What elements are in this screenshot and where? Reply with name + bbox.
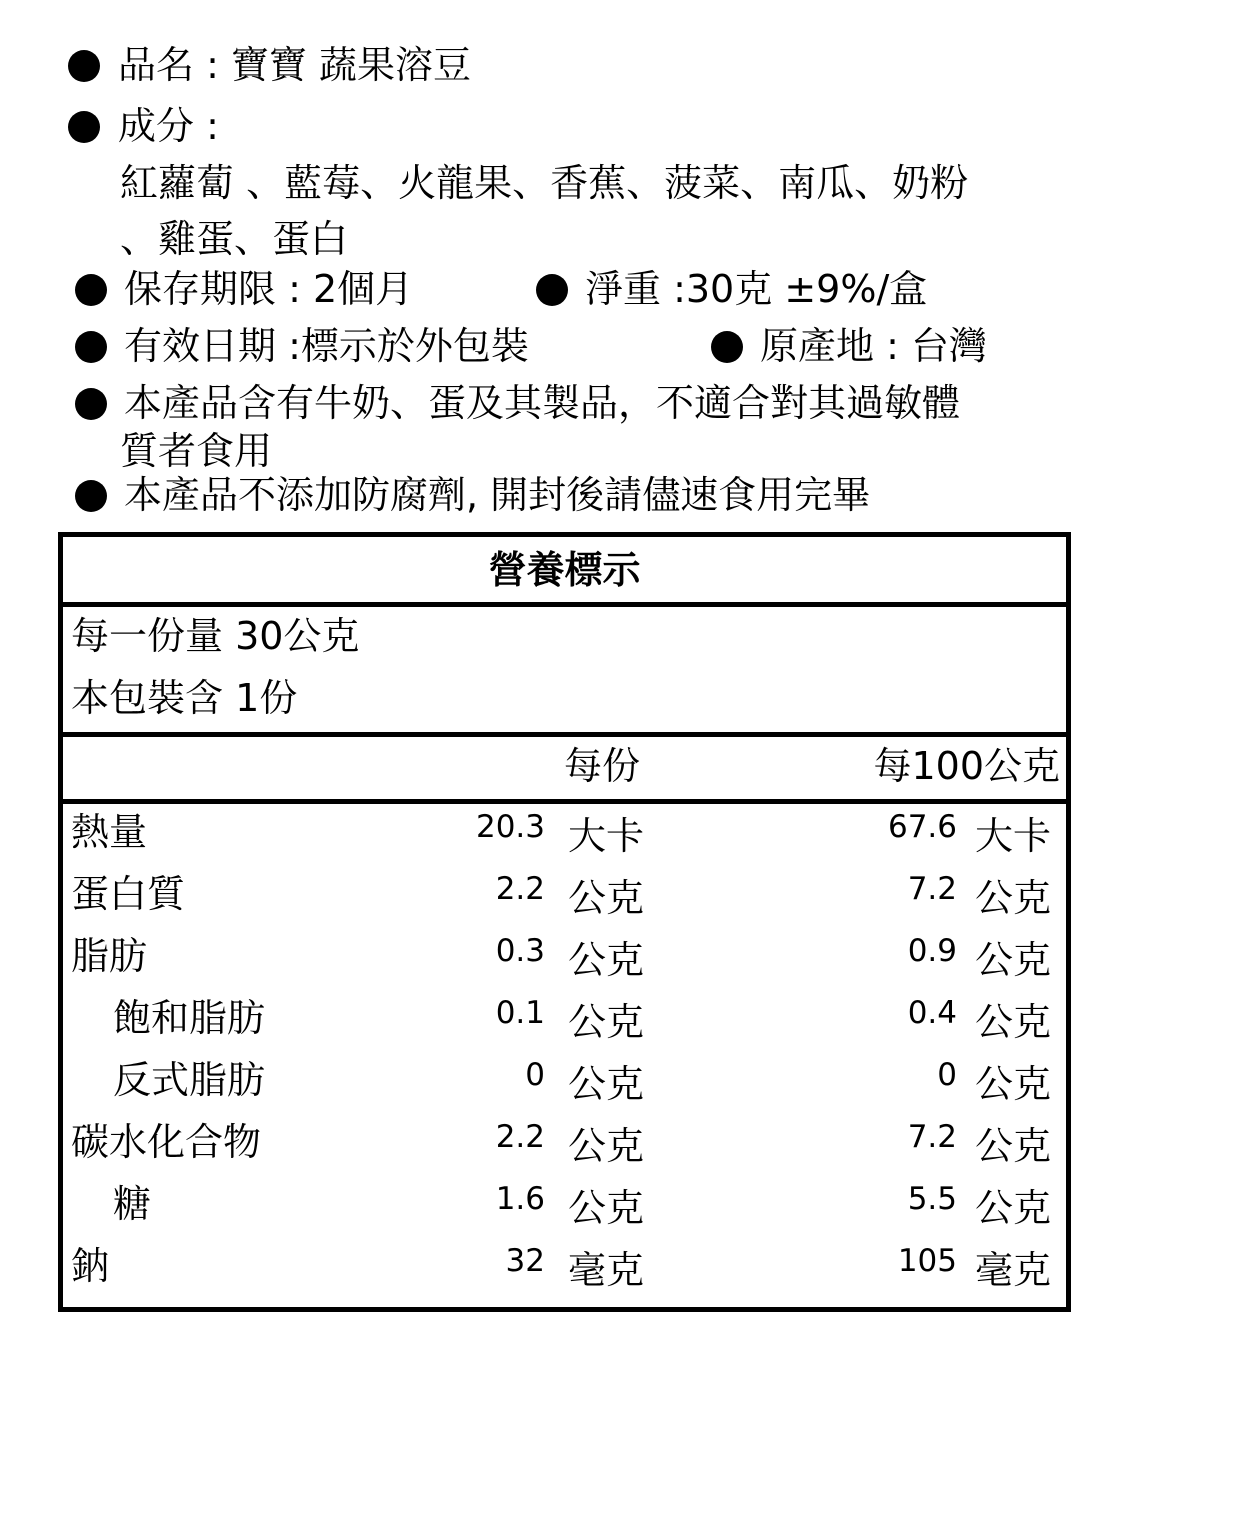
per-serving-value: 32 (505, 1243, 545, 1279)
nutrient-name: 反式脂肪 (113, 1058, 266, 1102)
bullet-icon (75, 480, 107, 512)
per-100g-unit: 大卡 (975, 814, 1052, 858)
divider (63, 799, 1066, 804)
per-100g-value: 67.6 (887, 809, 957, 845)
per-100g-unit: 毫克 (975, 1248, 1052, 1292)
per-serving-unit: 公克 (568, 938, 645, 982)
col-per-100g-header: 每100公克 (873, 744, 1060, 788)
net-weight: 淨重 :30克 ±9%/盒 (585, 267, 928, 311)
per-serving-value: 20.3 (475, 809, 545, 845)
expiry-date: 有效日期 :標示於外包裝 (124, 324, 529, 368)
table-row (63, 871, 1066, 931)
per-serving-value: 0.3 (495, 933, 545, 969)
nutrient-name: 鈉 (71, 1244, 110, 1288)
bullet-icon (75, 274, 107, 306)
ingredients-label: 成分 : (118, 104, 219, 148)
per-100g-unit: 公克 (975, 938, 1052, 982)
table-row (63, 995, 1066, 1055)
origin: 原產地 : 台灣 (760, 324, 987, 368)
per-serving-value: 0.1 (495, 995, 545, 1031)
nutrient-name: 碳水化合物 (71, 1120, 262, 1164)
nutrition-title: 營養標示 (488, 548, 641, 592)
per-serving-unit: 大卡 (568, 814, 645, 858)
table-row (63, 933, 1066, 993)
nutrient-name: 脂肪 (71, 934, 148, 978)
ingredients-line-2: 、雞蛋、蛋白 (120, 217, 349, 261)
table-row (63, 809, 1066, 869)
per-100g-unit: 公克 (975, 1062, 1052, 1106)
table-row (63, 1243, 1066, 1303)
divider (63, 732, 1066, 737)
per-100g-unit: 公克 (975, 1186, 1052, 1230)
divider (63, 602, 1066, 607)
per-serving-value: 2.2 (495, 1119, 545, 1155)
allergen-line-2: 質者食用 (120, 429, 273, 473)
per-100g-value: 7.2 (907, 871, 957, 907)
per-100g-value: 5.5 (907, 1181, 957, 1217)
ingredients-line-1: 紅蘿蔔 、藍莓、火龍果、香蕉、菠菜、南瓜、奶粉 (120, 161, 969, 205)
table-row (63, 1181, 1066, 1241)
per-100g-value: 0.4 (907, 995, 957, 1031)
nutrient-name: 糖 (113, 1182, 152, 1226)
serving-size: 每一份量 30公克 (71, 614, 360, 658)
bullet-icon (536, 274, 568, 306)
per-100g-value: 105 (897, 1243, 957, 1279)
bullet-icon (68, 111, 100, 143)
per-serving-value: 1.6 (495, 1181, 545, 1217)
preservative-note: 本產品不添加防腐劑, 開封後請儘速食用完畢 (124, 473, 871, 517)
nutrient-name: 飽和脂肪 (113, 996, 266, 1040)
table-row (63, 1119, 1066, 1179)
nutrient-name: 蛋白質 (71, 872, 186, 916)
nutrition-panel (58, 532, 1071, 1312)
per-serving-unit: 公克 (568, 1062, 645, 1106)
allergen-line-1: 本產品含有牛奶、蛋及其製品，不適合對其過敏體 (124, 381, 961, 425)
per-serving-value: 0 (525, 1057, 545, 1093)
per-100g-unit: 公克 (975, 1000, 1052, 1044)
per-100g-value: 0.9 (907, 933, 957, 969)
per-serving-unit: 公克 (568, 876, 645, 920)
product-name: 品名 : 寶寶 蔬果溶豆 (118, 43, 472, 87)
per-serving-unit: 公克 (568, 1124, 645, 1168)
per-100g-unit: 公克 (975, 876, 1052, 920)
table-row (63, 1057, 1066, 1117)
per-100g-unit: 公克 (975, 1124, 1052, 1168)
per-serving-unit: 毫克 (568, 1248, 645, 1292)
per-serving-unit: 公克 (568, 1000, 645, 1044)
per-serving-unit: 公克 (568, 1186, 645, 1230)
nutrient-name: 熱量 (71, 810, 148, 854)
bullet-icon (68, 50, 100, 82)
bullet-icon (75, 331, 107, 363)
per-serving-value: 2.2 (495, 871, 545, 907)
per-100g-value: 0 (937, 1057, 957, 1093)
bullet-icon (75, 388, 107, 420)
per-100g-value: 7.2 (907, 1119, 957, 1155)
bullet-icon (711, 331, 743, 363)
col-per-serving-header: 每份 (564, 744, 641, 788)
shelf-life: 保存期限 : 2個月 (124, 267, 414, 311)
servings-per-pack: 本包裝含 1份 (71, 676, 298, 720)
